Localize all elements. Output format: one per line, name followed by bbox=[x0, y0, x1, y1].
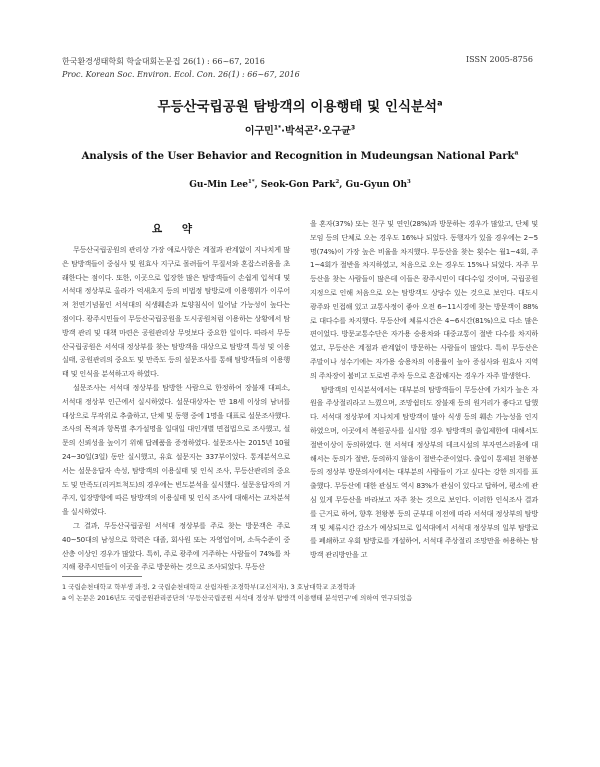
author-en-2: Seok-Gon Park bbox=[260, 180, 336, 190]
footnotes bbox=[62, 582, 542, 604]
title-english-text: Analysis of the User Behavior and Recognition in Mudeungsan National Park bbox=[81, 151, 515, 162]
journal-header bbox=[62, 55, 300, 81]
title-english-sup: a bbox=[514, 149, 519, 157]
author-en-3-sup: 3 bbox=[406, 179, 411, 185]
issn: ISSN 2005-8756 bbox=[466, 55, 533, 64]
author-en-1: Gu-Min Lee bbox=[189, 180, 249, 190]
title-korean-sup: a bbox=[437, 97, 443, 108]
author-ko-1-sup: 1* bbox=[273, 124, 282, 132]
footnote-funding: a 이 논문은 2016년도 국립공원관리공단의 '무등산국립공원 서석대 정상부 탐방객 이용행태 분석연구'에 의하여 연구되었음 bbox=[62, 594, 413, 602]
paragraph: 탐방객의 인식분석에서는 대부분의 탐방객들이 무등산에 가치가 높은 자원을 주상절리라고 느꼈으며, 조망쉼터도 장불재 등의 원거리가 좋다고 답했다. 서석대 정상부에 지나치게 탐방객이 많아 식생 등의 훼손 가능성을 인지하였으며, 이곳에서 복원공사를 실시할 경우 탐방객의 출입제한에 대해서도 절반이상이 동의하였다. 현 서석대 정상부의 데크시설의 부자연스러움에 대해서는 동의가 절반, 동의하지 않음이 절반수준이었다. 출입이 통제된 천왕봉 등의 정상부 방문의사에서는 대부분의 사람들이 가고 싶다는 강한 의지를 표출했다. 무등산에 대한 관심도 역시 83%가 관심이 있다고 답하여, 평소에 관심 있게 무등산을 바라보고 자주 찾는 것으로 보인다. 이러한 인식조사 결과를 근거로 하여, 향후 천왕봉 등의 군부대 이전에 따라 서석대 정상부의 탐방객 및 체류시간 감소가 예상되므로 입석대에서 서석대 정상부의 일부 탐방로를 폐쇄하고 우회 탐방로를 개설하여, 서석대 주상절리 조망만을 허용하는 탐방객 관리방안을 고 bbox=[310, 384, 538, 560]
paragraph: 설문조사는 서석대 정상부를 탐방한 사람으로 한정하여 장불재 대피소, 서석대 정상부 인근에서 실시하였다. 설문대상자는 만 18세 이상의 남녀를 대상으로 무작위로 추출하고, 단체 및 동행 중에 1명을 대표로 설문조사했다. 조사의 목적과 항목별 추가설명을 일대일 대인개별 면접법으로 조사했고, 설문의 신뢰성을 높이기 위해 답례품을 증정하였다. 설문조사는 2015년 10월 24~30일(3일) 동안 실시했고, 유효 설문지는 337부이었다. 통계분석으로서는 설문응답자 속성, 탐방객의 이용실태 및 인식 조사, 무등산관리의 중요도 및 만족도(리커트척도)의 경우에는 빈도분석을 실시했다. 설문응답자의 거주지, 입장방향에 따른 탐방객의 이용실태 및 인식 조사에 대해서는 교차분석을 실시하였다. bbox=[62, 382, 290, 517]
authors-korean: 이구민$^{1*}$·박석곤$^2$·오구균$^3$ bbox=[244, 124, 356, 137]
title-korean bbox=[0, 95, 600, 115]
paragraph: 을 혼자(37%) 또는 친구 및 연인(28%)과 방문하는 경우가 많았고, 단체 및 모임 등의 단체로 오는 경우도 16%나 되었다. 동행자가 있을 경우에는 2~5명(74%)이 가장 높은 비율을 차지했다. 무등산을 찾는 횟수는 월1~4회, 주1~4회가 절반을 차지하였고, 처음으로 오는 경우도 15%나 되었다. 자주 무등산을 찾는 사람들이 많은데 이들은 광주시민이 대다수일 것이며, 국립공원 지정으로 인해 처음으로 오는 탐방객도 상당수 있는 것으로 보인다. 대도시 광주와 인접해 있고 교통사정이 좋아 오전 6~11시경에 찾는 방문객이 88%로 대다수를 차지했다. 무등산에 체류시간은 4~6시간(81%)으로 다소 많은 편이었다. 방문교통수단은 자가용 승용차와 대중교통이 절반 다수를 차지하였고, 무등산은 계절과 관계없이 방문하는 사람들이 많았다. 특히 무등산은 주말이나 성수기에는 자가용 승용차의 이용률이 높아 증심사와 원효사 지역의 주차장이 붐비고 도로변 주차 등으로 혼잡해지는 경우가 자주 발생한다. bbox=[310, 219, 538, 380]
author-ko-2: 박석곤 bbox=[284, 126, 314, 137]
author-en-2-sup: 2 bbox=[335, 179, 340, 185]
authors-english: Gu-Min Lee$^{1*}$, Seok-Gon Park$^2$, Gu-Gyun Oh$^3$ bbox=[189, 179, 411, 190]
footnote-divider bbox=[62, 576, 142, 577]
title-korean-text: 무등산국립공원 탐방객의 이용행태 및 인식분석 bbox=[157, 99, 438, 115]
body-column-right bbox=[310, 217, 538, 562]
author-ko-3-sup: 3 bbox=[350, 124, 356, 132]
abstract-heading: 요 약 bbox=[152, 223, 200, 235]
footnote-affiliations: 1 국립순천대학교 학부생 과정, 2 국립순천대학교 산림자원·조경학부(교신저자), 3 호남대학교 조경학과 bbox=[62, 583, 356, 591]
author-en-3: Gu-Gyun Oh bbox=[345, 180, 407, 190]
author-ko-2-sup: 2 bbox=[313, 124, 319, 132]
title-english bbox=[0, 151, 600, 162]
paragraph: 무등산국립공원의 관리상 가장 애로사항은 계절과 관계없이 지나치게 많은 탐방객들이 중심사 및 원효사 지구로 몰려들어 무질서와 혼잡스러움을 초래한다는 점이다. 또한, 이곳으로 입장한 많은 탐방객들이 손쉽게 입석대 및 서석대 정상부로 올라가 억새초지 등의 비법정 탐방로에 이용행위가 이루어져 천연기념물인 서석대의 식생훼손과 토양침식이 일어날 가능성이 높다는 점이다. 광주시민들이 무등산국립공원을 도시공원처럼 이용하는 상황에서 탐방객 관리 및 대책 마련은 공원관리상 무엇보다 중요한 일이다. 따라서 무등산국립공원은 서석대 정상부를 찾는 탐방객을 대상으로 탐방객 특성 및 이용실태, 공원관리의 중요도 및 만족도 등의 설문조사를 통해 탐방객들의 이용행태 및 인식을 분석하고자 하였다. bbox=[62, 245, 290, 379]
paragraph: 그 결과, 무등산국립공원 서석대 정상부를 주로 찾는 방문객은 주로 40~50대의 남성으로 학력은 대졸, 회사원 또는 자영업이며, 소득수준이 중산층 이상인 경우가 많았다. 특히, 주로 광주에 거주하는 사람들이 74%를 차지해 광주시민들이 이곳을 주로 방문하는 것으로 조사되었다. 무등산 bbox=[62, 520, 290, 572]
journal-name-ko: 한국환경생태학회 학술대회논문집 26(1) : 66~67, 2016 bbox=[62, 57, 265, 66]
author-ko-1: 이구민 bbox=[244, 126, 274, 137]
body-column-left bbox=[62, 243, 290, 574]
author-ko-3: 오구균 bbox=[321, 126, 351, 137]
author-en-1-sup: 1* bbox=[248, 179, 255, 185]
journal-name-en: Proc. Korean Soc. Environ. Ecol. Con. 26(1) : 66~67, 2016 bbox=[62, 70, 300, 79]
